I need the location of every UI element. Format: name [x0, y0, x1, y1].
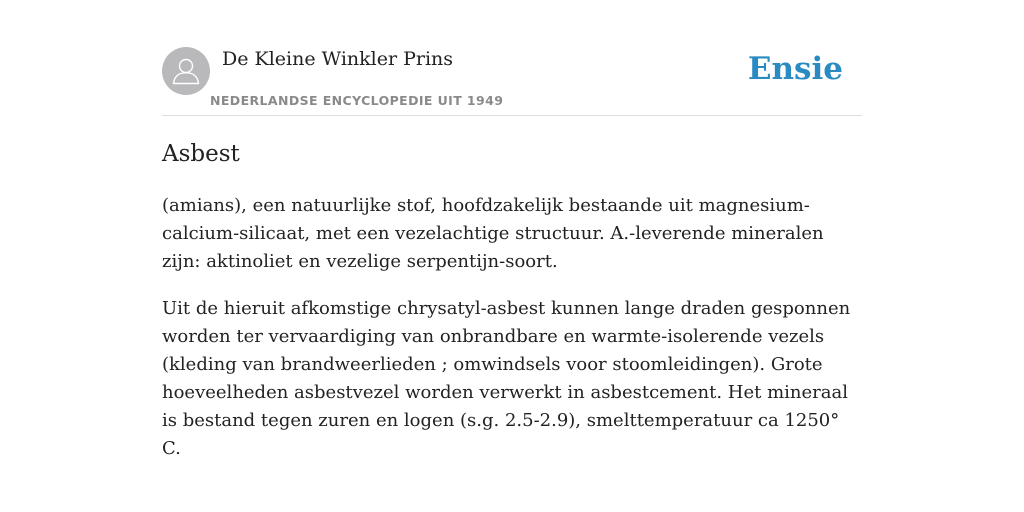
- avatar: [162, 47, 210, 95]
- brand-logo[interactable]: Ensie: [747, 51, 843, 87]
- source-name[interactable]: De Kleine Winkler Prins: [222, 48, 454, 70]
- article-title: Asbest: [162, 141, 240, 167]
- user-outline-icon: [162, 47, 210, 95]
- article-paragraph: (amians), een natuurlijke stof, hoofdzakelijk bestaande uit magnesium-calcium-silicaat, met een vezelachtige structuur. A.-leverende mineralen zijn: aktinoliet en vezelige serpentijn-soort.: [162, 195, 824, 272]
- article-paragraph: Uit de hieruit afkomstige chrysatyl-asbest kunnen lange draden gesponnen worden ter vervaardiging van onbrandbare en warmte-isolerende vezels (kleding van brandweerlieden ; omwindsels voor stoomleidingen). Grote hoeveelheden asbestvezel worden verwerkt in asbestcement. Het mineraal is bestand tegen zuren en logen (s.g. 2.5-2.9), smelttemperatuur ca 1250° C.: [162, 298, 851, 459]
- article-body: [162, 192, 862, 482]
- source-subtitle: NEDERLANDSE ENCYCLOPEDIE UIT 1949: [210, 93, 504, 108]
- header-divider: [162, 115, 862, 116]
